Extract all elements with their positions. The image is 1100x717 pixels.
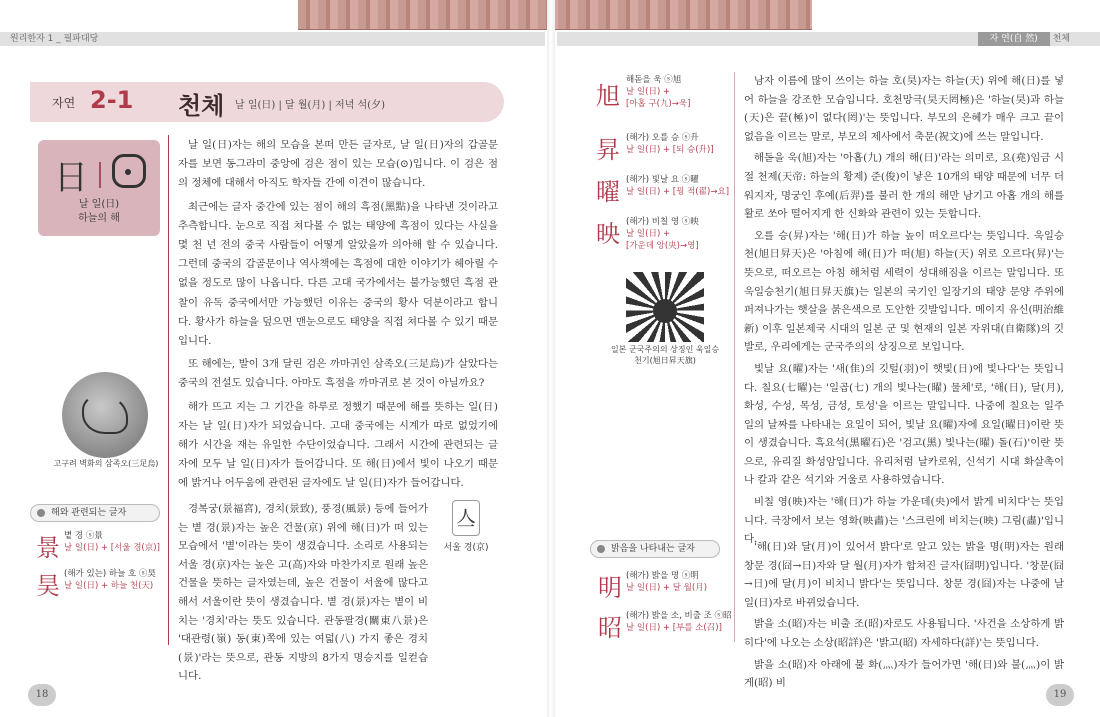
related-char-gloss [64, 530, 174, 554]
body-paragraph: 최근에는 글자 중간에 있는 점이 해의 흑점(黑點)을 나타낸 것이라고 추측합니다. 눈으로 직접 쳐다볼 수 없는 태양에 흑점이 있다는 사실을 몇 천 년 전의 중국 사람들이 어떻게 알았을까 의아해 할 수 있습니다. 그런데 중국의 갑골문이나 역사책에는 흑점에 대한 이야기가 헤아릴 수 없을 정도로 많이 나옵니다. 다른 고대 국가에서는 불가능했던 흑점 관찰이 유독 중국에서만 가능했던 이유는 중국의 황사 덕분이라고 합니다. 황사가 하늘을 덮으면 맨눈으로도 태양을 직접 쳐다볼 수 있기 때문입니다. [178, 200, 498, 348]
gloss-line: (해가) 비칠 영 ⓢ映 [626, 217, 699, 227]
chapter-title: 천체 [178, 91, 225, 120]
bright-chars-header: 밝음을 나타내는 글자 [590, 540, 720, 558]
bright-char-gloss [626, 610, 734, 634]
gloss-line: 날 일(日) + [되 승(升)] [626, 145, 714, 155]
body-paragraph: 해돋을 욱(旭)자는 '아홉(九) 개의 해(日)'라는 의미로, 요(堯)임금 시절 천제(天帝: 하늘의 황제) 준(俊)이 낳은 10개의 태양 때문에 너무 더워지자, 명궁인 후예(后羿)를 불러 한 개의 해만 남기고 아홉 개의 해를 활로 쏘아 떨어지게 한 신화와 관련이 있는 듯합니다. [744, 152, 1064, 221]
gloss-line: (해가) 빛날 요 ⓢ曜 [626, 175, 699, 185]
related-character: 昊 [36, 572, 60, 600]
chapter-number: 2-1 [90, 86, 134, 114]
gloss-line: 날 일(日) + 달 월(月) [626, 583, 708, 593]
body-paragraph: 밝을 소(昭)자는 비출 조(昭)자로도 사용됩니다. '사건을 소상하게 밝히다'에 나오는 소상(昭詳)은 '밝고(昭) 자세하다(詳)'는 뜻입니다. [744, 618, 1064, 649]
gloss-line: 날 일(日) + [부를 소(召)] [626, 623, 722, 633]
gate-caption: 서울 경(京) [443, 543, 489, 553]
side-character: 曜 [596, 178, 620, 206]
samjoko-mural-image [62, 372, 148, 458]
body-paragraph: 남자 이름에 많이 쓰이는 하늘 호(昊)자는 하늘(天) 위에 해(日)를 넣어 하늘을 강조한 모습입니다. 호천망극(昊天罔極)은 '하늘(昊)과 하늘(天)은 끝(極)이 없다(罔)'는 뜻입니다. 부모의 은혜가 매우 크고 끝이 없음을 이르는 말로, 부모의 제사에서 축문(祝文)에 쓰는 말입니다. [744, 75, 1064, 143]
side-character: 昇 [596, 136, 620, 164]
header-topic: 천체 [1052, 34, 1070, 44]
side-char-entry [596, 172, 730, 208]
side-char-gloss [626, 74, 730, 110]
body-paragraph: 경복궁(景福宮), 경치(景致), 풍경(風景) 등에 들어가는 볕 경(景)자는 높은 건물(京) 위에 해(日)가 떠 있는 모습에서 '볕'이라는 뜻이 생겼습니다. 소리로 사용되는 서울 경(京)자는 높은 고(高)자와 마찬가지로 원래 높은 건물을 뜻하는 글자였는데, 높은 건물이 서울에 많다고 해서 서울이란 뜻이 생겼습니다. 볕 경(景)자는 볕이 비치는 '경치'라는 뜻도 있습니다. 관동팔경(關東八景)은 '대관령(嶺) 동(東)쪽에 있는 여덟(八) 가지 좋은 경치(景)'라는 뜻으로, 관동 지방의 8가지 명승지를 일컫습니다. [178, 503, 428, 683]
left-body [178, 136, 498, 494]
bright-character: 昭 [598, 614, 622, 642]
related-character: 景 [36, 534, 60, 562]
header-section: 자 연(自 然) [978, 32, 1050, 46]
sun-icon [653, 299, 677, 323]
gloss-line: (해가) 밝을 명 ⓢ明 [626, 571, 699, 581]
side-char-entry [596, 214, 730, 262]
right-divider [734, 72, 735, 642]
body-paragraph: 날 일(日)자는 해의 모습을 본떠 만든 글자로, 날 일(日)자의 갑골문자를 보면 동그라미 중앙에 검은 점이 있는 모습(⊙)입니다. 이 검은 점의 정체에 대해서 아직도 학자들 간에 이견이 많습니다. [178, 139, 498, 190]
page-number-right: 19 [1046, 684, 1074, 706]
gloss-line: 볕 경 ⓢ景 [64, 531, 103, 541]
side-char-gloss [626, 174, 730, 198]
side-char-entry [596, 74, 730, 122]
gloss-line: 날 일(日) + [꿩 적(翟)→요] [626, 187, 730, 197]
related-char-gloss [64, 568, 174, 592]
main-character: 日 [54, 158, 88, 198]
related-chars-header: 해와 관련되는 글자 [30, 504, 160, 522]
side-char-gloss [626, 132, 730, 156]
body-paragraph: 빛날 요(曜)자는 '새(隹)의 깃털(羽)이 햇빛(日)에 빛나다'는 뜻입니다. 칠요(七曜)는 '일곱(七) 개의 빛나는(曜) 물체'로, '해(日), 달(月), 화성, 수성, 목성, 금성, 토성'을 이르는 말입니다. 나중에 칠요는 일주일의 날짜를 나타내는 요일이 되어, 빛날 요(曜)자에 요일(曜日)이란 뜻이 생겼습니다. 흑요석(黑曜石)은 '검고(黑) 빛나는(曜) 돌(石)'이란 뜻으로, 유리질 화성암입니다. 유리처럼 날카로워, 신석기 시대 화살촉이나 칼과 같은 석기와 거울로 사용하였습니다. [744, 362, 1064, 487]
caption-line: 날 일(日) [78, 199, 120, 210]
gloss-line: [가운데 앙(央)→영] [626, 241, 699, 251]
gate-seal-glyph: 亼 [452, 500, 480, 536]
body-paragraph: 오를 승(昇)자는 '해(日)가 하늘 높이 떠오르다'는 뜻입니다. 욱일승천(旭日昇天)은 '아침에 해(日)가 떠(旭) 하늘(天) 위로 오르다(昇)'는 뜻으로, 떠오르는 아침 해처럼 세력이 성대해짐을 이르는 말입니다. 또 욱일승천기(旭日昇天旗)는 일본의 국기인 일장기의 태양 문양 주위에 퍼져나가는 햇살을 붉은색으로 도안한 깃발입니다. 메이지 유신(明治維新) 이후 일본제국 시대의 일본 군 및 현재의 일본 자위대(自衛隊)의 깃발로, 우리에게는 군국주의의 상징으로 보입니다. [744, 229, 1064, 354]
gloss-line: 날 일(日) + [626, 87, 671, 97]
main-character-caption [38, 198, 160, 226]
caption-line: 하늘의 해 [78, 213, 120, 224]
three-legged-crow-icon [82, 394, 128, 434]
chapter-title-bar [30, 82, 504, 122]
side-char-entry [596, 130, 730, 166]
gloss-line: (해가) 오를 승 ⓢ升 [626, 133, 699, 143]
side-character: 映 [596, 220, 620, 248]
chapter-label: 자연 [52, 96, 76, 110]
kyeong-body [178, 500, 428, 686]
oracle-bone-sun-icon [112, 154, 146, 188]
body-paragraph: 해가 뜨고 지는 그 기간을 하루로 정했기 때문에 해를 뜻하는 일(日)자는 날 일(日)자가 되었습니다. 고대 중국에는 시계가 따로 없었기에 해가 시간을 재는 유일한 수단이었습니다. 그래서 시간에 관련되는 글자에 모두 날 일(日)자가 들어갑니다. 또 해(日)에서 빛이 나오기 때문에 밝거나 어두움에 관련된 글자에도 날 일(日)자가 들어갑니다. [178, 400, 498, 490]
gloss-line: 날 일(日) + [서울 경(京)] [64, 543, 160, 553]
body-paragraph: '해(日)와 달(月)이 있어서 밝다'로 알고 있는 밝을 명(明)자는 원래 창문 경(囧→日)자와 달 월(月)자가 합쳐진 글자(囧明)입니다. '창문(囧→日)에 달(月)이 비치니 밝다'는 뜻입니다. 창문 경(囧)자는 나중에 날 일(日)자로 바뀌었습니다. [744, 541, 1064, 609]
gloss-line: 해돋을 욱 ⓢ旭 [626, 75, 682, 85]
mural-caption: 고구려 벽화의 삼족오(三足烏) [53, 459, 159, 468]
body-paragraph: 비칠 영(映)자는 '해(日)가 하늘 가운데(央)에서 밝게 비치다'는 뜻입니다. 극장에서 보는 영화(映畵)는 '스크린에 비치는(映) 그림(畵)'입니다. [744, 496, 1064, 546]
running-header-right [557, 32, 1100, 46]
body-paragraph: 또 해에는, 발이 3개 달린 검은 까마귀인 삼족오(三足烏)가 살았다는 중국의 전설도 있습니다. 아마도 흑점을 까마귀로 본 것이 아닐까요? [178, 358, 498, 390]
gloss-line: 날 일(日) + 하늘 천(天) [64, 581, 154, 591]
separator-bar [99, 162, 101, 188]
side-char-gloss [626, 216, 730, 252]
gloss-line: (해가) 밝을 소, 비출 조 ⓢ昭 [626, 611, 732, 621]
page-gutter [547, 0, 555, 717]
bright-character: 明 [598, 574, 622, 602]
body-paragraph: 밝을 소(昭)자 아래에 불 화(灬)자가 들어가면 '해(日)와 불(灬)이 밝게(昭) 비 [744, 658, 1064, 690]
page-number-left: 18 [28, 684, 56, 706]
flag-caption: 일본 군국주의의 상징인 욱일승천기(旭日昇天旗) [610, 345, 720, 365]
right-body [744, 72, 1064, 549]
top-ornament [298, 0, 812, 30]
gloss-line: [아홉 구(九)→욱] [626, 99, 691, 109]
bright-char-gloss [626, 570, 734, 594]
running-header-left: 원리한자 1 _ 필파대당 [0, 32, 545, 46]
main-character-box [38, 140, 160, 236]
bright-body [744, 538, 1064, 690]
side-character: 旭 [596, 82, 620, 110]
gloss-line: (해가 있는) 하늘 호 ⓢ昊 [64, 569, 156, 579]
chapter-subtitle: 날 일(日) | 달 월(月) | 저녁 석(夕) [235, 100, 386, 111]
gloss-line: 날 일(日) + [626, 229, 671, 239]
rising-sun-flag-image [626, 272, 704, 342]
